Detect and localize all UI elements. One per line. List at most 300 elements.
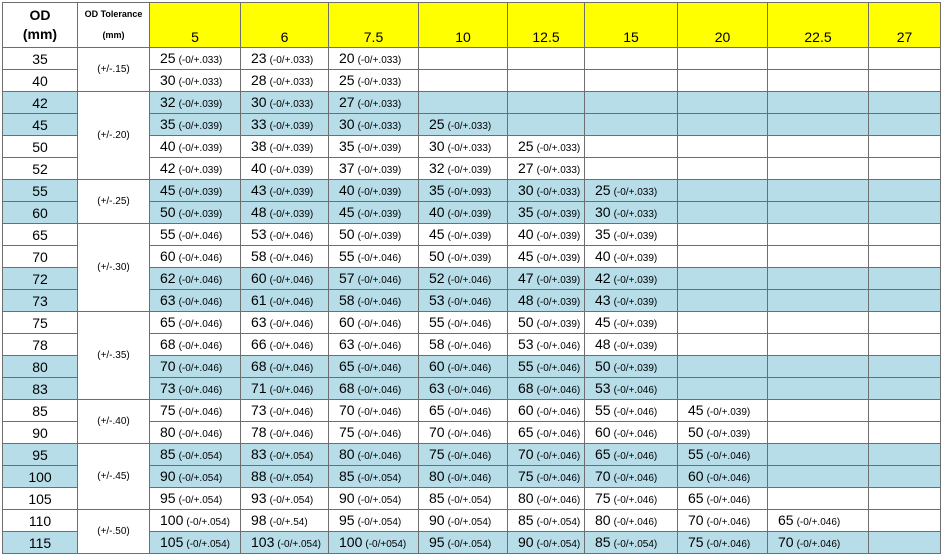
id-value: 90: [429, 511, 445, 528]
id-cell: [419, 268, 508, 290]
id-tolerance: (-0/+.046): [178, 406, 223, 418]
id-tolerance: (-0/+.046): [796, 538, 841, 550]
id-cell: [419, 312, 508, 334]
empty-cell: [585, 48, 678, 70]
id-tolerance: (-0/+.054): [186, 516, 230, 528]
id-tolerance: (-0/+.039): [706, 406, 751, 418]
id-value: 60: [518, 401, 534, 418]
od-value: 42: [3, 92, 78, 114]
id-cell: [419, 224, 508, 246]
id-cell: [329, 136, 419, 158]
id-cell: [585, 422, 678, 444]
id-tolerance: (-0/+.033): [536, 142, 581, 154]
id-value: 75: [429, 445, 445, 462]
id-value: 55: [688, 445, 704, 462]
id-tolerance: (-0/+.046): [269, 428, 314, 440]
id-cell: [241, 202, 329, 224]
id-value: 55: [429, 313, 445, 330]
id-tolerance: (-0/+.046): [536, 384, 581, 396]
id-value: 35: [160, 115, 176, 132]
id-value: 75: [160, 401, 176, 418]
empty-cell: [768, 224, 869, 246]
id-tolerance: (-0/+.046): [357, 296, 402, 308]
empty-cell: [768, 114, 869, 136]
id-value: 27: [339, 93, 355, 110]
id-cell: [508, 334, 585, 356]
id-cell: [508, 158, 585, 180]
id-tolerance: (-0/+.046): [269, 340, 314, 352]
id-tolerance: (-0/+.054): [357, 516, 402, 528]
od-value: 60: [3, 202, 78, 224]
id-tolerance: (-0/+.039): [178, 186, 223, 198]
header-row: [3, 3, 941, 48]
id-tolerance: (-0/+.033): [269, 76, 314, 88]
id-value: 32: [160, 93, 176, 110]
id-tolerance: (-0/+.046): [357, 428, 402, 440]
id-value: 85: [160, 445, 176, 462]
id-value: 70: [778, 533, 794, 550]
table-row: [3, 48, 941, 70]
id-tolerance: (-0/+.033): [613, 186, 658, 198]
empty-cell: [869, 400, 941, 422]
empty-cell: [768, 246, 869, 268]
empty-cell: [585, 158, 678, 180]
tolerance-header: [78, 3, 150, 48]
id-tolerance: (-0/+.046): [178, 252, 223, 264]
id-tolerance: (-0/+.033): [357, 54, 402, 66]
id-value: 65: [339, 357, 355, 374]
id-tolerance: (-0/+.039): [447, 252, 492, 264]
id-tolerance: (-0/+.046): [447, 362, 492, 374]
id-cell: [678, 510, 768, 532]
id-cell: [150, 444, 241, 466]
id-tolerance: (-0/+.046): [536, 428, 581, 440]
id-cell: [419, 466, 508, 488]
id-cell: [585, 312, 678, 334]
od-tolerance: (+/-.50): [78, 510, 150, 554]
id-cell: [329, 48, 419, 70]
od-value: 95: [3, 444, 78, 466]
id-cell: [508, 312, 585, 334]
empty-cell: [869, 290, 941, 312]
empty-cell: [508, 70, 585, 92]
id-cell: [241, 356, 329, 378]
empty-cell: [869, 356, 941, 378]
id-cell: [678, 466, 768, 488]
id-cell: [241, 180, 329, 202]
id-value: 58: [429, 335, 445, 352]
id-cell: [329, 70, 419, 92]
id-value: 50: [160, 203, 176, 220]
id-tolerance: (-0/+.054): [178, 472, 223, 484]
id-cell: [678, 444, 768, 466]
id-tolerance: (-0/+.033): [178, 54, 223, 66]
id-value: 40: [595, 247, 611, 264]
id-tolerance: (-0/+.046): [613, 494, 658, 506]
id-value: 38: [251, 137, 267, 154]
id-cell: [585, 180, 678, 202]
id-tolerance: (-0/+.046): [706, 450, 751, 462]
id-value: 60: [429, 357, 445, 374]
empty-cell: [508, 114, 585, 136]
id-cell: [150, 224, 241, 246]
id-value: 55: [595, 401, 611, 418]
id-value: 30: [518, 181, 534, 198]
id-cell: [150, 378, 241, 400]
id-value: 103: [251, 533, 275, 550]
id-cell: [419, 510, 508, 532]
id-value: 68: [339, 379, 355, 396]
id-value: 65: [160, 313, 176, 330]
id-tolerance: (-0/+.046): [178, 274, 223, 286]
id-tolerance: (-0/+.093): [447, 186, 492, 198]
id-value: 65: [688, 489, 704, 506]
id-cell: [585, 202, 678, 224]
id-cell: [150, 488, 241, 510]
id-tolerance: (-0/+.054): [178, 494, 223, 506]
id-cell: [329, 224, 419, 246]
id-tolerance: (-0/+.039): [536, 252, 581, 264]
id-cell: [241, 48, 329, 70]
id-tolerance: (-0/+.046): [706, 472, 751, 484]
id-tolerance: (-0/+.039): [706, 428, 751, 440]
id-value: 73: [251, 401, 267, 418]
id-tolerance: (-0/+.046): [178, 230, 223, 242]
id-value: 30: [339, 115, 355, 132]
id-cell: [150, 334, 241, 356]
id-value: 45: [339, 203, 355, 220]
id-tolerance: (-0/+.054): [357, 472, 402, 484]
id-cell: [150, 246, 241, 268]
id-value: 33: [251, 115, 267, 132]
id-cell: [329, 158, 419, 180]
empty-cell: [585, 114, 678, 136]
id-value: 70: [688, 511, 704, 528]
empty-cell: [508, 48, 585, 70]
id-cell: [768, 510, 869, 532]
id-cell: [419, 356, 508, 378]
id-cell: [329, 356, 419, 378]
id-cell: [508, 224, 585, 246]
empty-cell: [768, 444, 869, 466]
od-value: 90: [3, 422, 78, 444]
id-value: 65: [429, 401, 445, 418]
id-value: 85: [429, 489, 445, 506]
id-value: 23: [251, 49, 267, 66]
od-value: 85: [3, 400, 78, 422]
id-cell: [150, 158, 241, 180]
empty-cell: [419, 92, 508, 114]
id-cell: [508, 444, 585, 466]
id-cell: [419, 334, 508, 356]
id-cell: [241, 268, 329, 290]
id-tolerance: (-0/+.033): [613, 208, 658, 220]
id-tolerance: (-0/+.046): [706, 516, 751, 528]
table-row: [3, 510, 941, 532]
id-value: 63: [339, 335, 355, 352]
id-value: 60: [688, 467, 704, 484]
id-cell: [585, 356, 678, 378]
id-value: 25: [595, 181, 611, 198]
id-tolerance: (-0/+.046): [269, 274, 314, 286]
empty-cell: [678, 334, 768, 356]
id-cell: [585, 444, 678, 466]
empty-cell: [678, 158, 768, 180]
id-value: 32: [429, 159, 445, 176]
id-tolerance: (-0/+.046): [796, 516, 841, 528]
id-value: 35: [518, 203, 534, 220]
id-cell: [508, 268, 585, 290]
id-value: 75: [518, 467, 534, 484]
id-value: 35: [429, 181, 445, 198]
od-value: 73: [3, 290, 78, 312]
id-cell: [585, 532, 678, 554]
id-tolerance: (-0/+.046): [357, 362, 402, 374]
id-value: 30: [595, 203, 611, 220]
bore-size-table: [2, 2, 941, 554]
id-tolerance: (-0/+.046): [447, 428, 492, 440]
id-cell: [508, 378, 585, 400]
empty-cell: [678, 202, 768, 224]
id-tolerance: (-0/+.046): [613, 384, 658, 396]
id-tolerance: (-0/+.039): [269, 208, 314, 220]
id-tolerance: (-0/+.054): [447, 494, 492, 506]
id-cell: [241, 422, 329, 444]
id-cell: [150, 356, 241, 378]
empty-cell: [678, 224, 768, 246]
id-tolerance: (-0/+.039): [447, 164, 492, 176]
id-cell: [508, 400, 585, 422]
id-tolerance: (-0/+.039): [357, 208, 402, 220]
id-cell: [508, 246, 585, 268]
od-value: 55: [3, 180, 78, 202]
id-value: 40: [160, 137, 176, 154]
id-value: 43: [595, 291, 611, 308]
id-tolerance: (-0/+.039): [613, 296, 658, 308]
id-value: 30: [429, 137, 445, 154]
id-cell: [241, 488, 329, 510]
id-tolerance: (-0/+.039): [178, 142, 223, 154]
id-value: 60: [595, 423, 611, 440]
empty-cell: [678, 180, 768, 202]
id-tolerance: (-0/+.033): [178, 76, 223, 88]
id-value: 65: [595, 445, 611, 462]
od-value: 83: [3, 378, 78, 400]
id-cell: [150, 202, 241, 224]
id-value: 80: [595, 511, 611, 528]
id-value: 53: [429, 291, 445, 308]
table-row: [3, 312, 941, 334]
id-tolerance: (-0/+.046): [269, 362, 314, 374]
id-tolerance: (-0/+.054): [186, 538, 230, 550]
id-tolerance: (-0/+.033): [357, 98, 402, 110]
table-row: [3, 180, 941, 202]
id-tolerance: (-0/+.054): [447, 516, 492, 528]
id-cell: [241, 312, 329, 334]
id-value: 60: [160, 247, 176, 264]
id-tolerance: (-0/+.039): [269, 142, 314, 154]
id-value: 80: [518, 489, 534, 506]
od-label: OD: [29, 7, 51, 23]
id-tolerance: (-0/+.046): [447, 472, 492, 484]
od-unit: (mm): [22, 26, 58, 42]
id-cell: [241, 378, 329, 400]
id-cell: [678, 400, 768, 422]
id-tolerance: (-0/+.033): [269, 98, 314, 110]
id-tolerance: (-0/+.033): [447, 142, 492, 154]
id-value: 58: [339, 291, 355, 308]
id-cell: [585, 488, 678, 510]
id-tolerance: (-0/+.039): [357, 230, 402, 242]
id-tolerance: (-0/+.046): [178, 296, 223, 308]
id-tolerance: (-0/+.046): [269, 384, 314, 396]
id-cell: [585, 246, 678, 268]
id-tolerance: (-0/+.046): [269, 230, 314, 242]
id-value: 48: [518, 291, 534, 308]
empty-cell: [869, 48, 941, 70]
id-tolerance: (-0/+.033): [536, 186, 581, 198]
id-tolerance: (-0/+.033): [447, 120, 492, 132]
id-cell: [241, 92, 329, 114]
id-value: 45: [518, 247, 534, 264]
id-tolerance: (-0/+.039): [613, 362, 658, 374]
id-tolerance: (-0/+.054): [613, 538, 658, 550]
id-cell: [241, 136, 329, 158]
id-value: 95: [339, 511, 355, 528]
id-value: 98: [251, 511, 267, 528]
id-tolerance: (-0/+.046): [178, 340, 223, 352]
od-tolerance: (+/-.20): [78, 92, 150, 180]
id-cell: [508, 466, 585, 488]
empty-cell: [869, 92, 941, 114]
id-tolerance: (-0/+.054): [269, 472, 314, 484]
id-cell: [241, 444, 329, 466]
id-tolerance: (-0/+054): [365, 538, 407, 550]
id-value: 50: [339, 225, 355, 242]
id-value: 25: [518, 137, 534, 154]
empty-cell: [678, 246, 768, 268]
id-cell: [678, 532, 768, 554]
empty-cell: [585, 92, 678, 114]
id-cell: [329, 202, 419, 224]
empty-cell: [869, 158, 941, 180]
id-tolerance: (-0/+.046): [357, 318, 402, 330]
id-value: 28: [251, 71, 267, 88]
id-cell: [419, 290, 508, 312]
id-cell: [508, 180, 585, 202]
id-cell: [150, 422, 241, 444]
id-value: 85: [339, 467, 355, 484]
tolerance-label: OD Tolerance: [84, 9, 143, 19]
id-tolerance: (-0/+.039): [613, 252, 658, 264]
id-tolerance: (-0/+.039): [269, 164, 314, 176]
id-value: 30: [251, 93, 267, 110]
id-cell: [419, 444, 508, 466]
id-value: 100: [339, 533, 363, 550]
empty-cell: [768, 136, 869, 158]
id-tolerance: (-0/+.054): [447, 538, 492, 550]
empty-cell: [869, 202, 941, 224]
id-cell: [419, 202, 508, 224]
id-tolerance: (-0/+.046): [613, 516, 658, 528]
id-cell: [150, 312, 241, 334]
empty-cell: [419, 48, 508, 70]
empty-cell: [869, 268, 941, 290]
empty-cell: [768, 378, 869, 400]
id-value: 70: [160, 357, 176, 374]
empty-cell: [869, 334, 941, 356]
id-value: 88: [251, 467, 267, 484]
id-value: 75: [339, 423, 355, 440]
id-value: 27: [518, 159, 534, 176]
id-value: 63: [429, 379, 445, 396]
id-cell: [508, 136, 585, 158]
id-cell: [241, 290, 329, 312]
id-cell: [329, 444, 419, 466]
table-row: [3, 92, 941, 114]
empty-cell: [869, 180, 941, 202]
id-tolerance: (-0/+.046): [536, 406, 581, 418]
id-cell: [329, 268, 419, 290]
id-tolerance: (-0/+.046): [447, 318, 492, 330]
id-value: 42: [160, 159, 176, 176]
id-value: 65: [778, 511, 794, 528]
empty-cell: [585, 70, 678, 92]
id-tolerance: (-0/+.046): [447, 274, 492, 286]
id-value: 55: [339, 247, 355, 264]
id-cell: [150, 180, 241, 202]
empty-cell: [869, 378, 941, 400]
id-cell: [329, 400, 419, 422]
table-row: [3, 224, 941, 246]
id-tolerance: (-0/+.039): [536, 318, 581, 330]
od-value: 105: [3, 488, 78, 510]
empty-cell: [869, 422, 941, 444]
empty-cell: [768, 70, 869, 92]
id-tolerance: (-0/+.039): [357, 186, 402, 198]
id-value: 73: [160, 379, 176, 396]
id-value: 85: [518, 511, 534, 528]
empty-cell: [869, 224, 941, 246]
id-cell: [150, 92, 241, 114]
od-value: 65: [3, 224, 78, 246]
id-tolerance: (-0/+.039): [178, 98, 223, 110]
id-value: 53: [595, 379, 611, 396]
empty-cell: [768, 400, 869, 422]
id-cell: [585, 378, 678, 400]
id-value: 25: [429, 115, 445, 132]
wall-header-2: 6: [241, 3, 329, 48]
id-cell: [241, 70, 329, 92]
id-value: 80: [160, 423, 176, 440]
id-cell: [150, 400, 241, 422]
id-value: 68: [518, 379, 534, 396]
od-value: 45: [3, 114, 78, 136]
id-cell: [241, 400, 329, 422]
id-cell: [508, 202, 585, 224]
id-value: 83: [251, 445, 267, 462]
empty-cell: [869, 466, 941, 488]
table-row: [3, 444, 941, 466]
id-tolerance: (-0/+.039): [178, 208, 223, 220]
id-value: 90: [339, 489, 355, 506]
id-cell: [508, 356, 585, 378]
id-tolerance: (-0/+.046): [536, 362, 581, 374]
empty-cell: [869, 510, 941, 532]
id-cell: [508, 422, 585, 444]
id-value: 90: [518, 533, 534, 550]
id-value: 48: [595, 335, 611, 352]
